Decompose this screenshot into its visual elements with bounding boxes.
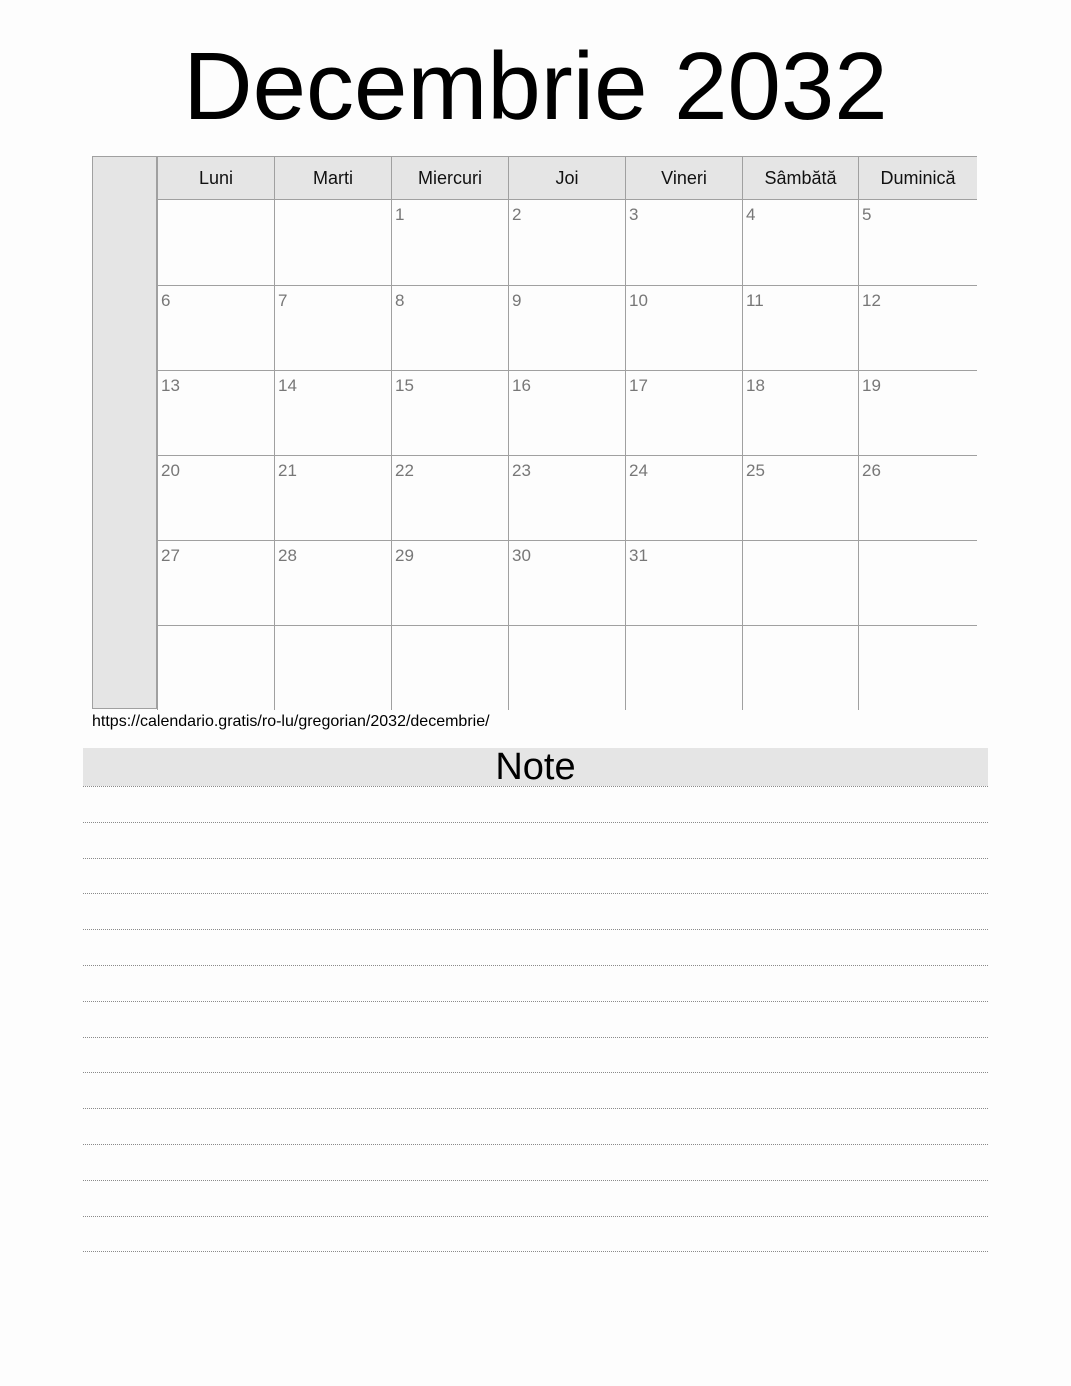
day-cell	[274, 455, 391, 540]
day-cell	[391, 540, 508, 625]
day-cell	[274, 285, 391, 370]
day-number: 11	[746, 291, 764, 310]
source-url: https://calendario.gratis/ro-lu/gregorian/2032/decembrie/	[92, 713, 490, 730]
day-cell	[508, 370, 625, 455]
note-line	[83, 1001, 988, 1002]
weekday-header-tuesday: Marti	[274, 157, 391, 200]
day-number: 20	[161, 461, 180, 480]
day-cell	[157, 200, 274, 285]
day-cell	[742, 200, 858, 285]
note-line	[83, 1072, 988, 1073]
day-number: 10	[629, 291, 648, 310]
weekday-header-monday: Luni	[157, 157, 274, 200]
day-cell	[742, 540, 858, 625]
weekday-header-friday: Vineri	[625, 157, 742, 200]
weekday-header-thursday: Joi	[508, 157, 625, 200]
day-number: 21	[278, 461, 297, 480]
day-number: 28	[278, 546, 297, 565]
day-cell	[625, 455, 742, 540]
day-cell	[157, 285, 274, 370]
day-number: 27	[161, 546, 180, 565]
day-number: 3	[629, 205, 639, 224]
weekday-header-wednesday: Miercuri	[391, 157, 508, 200]
day-number: 14	[278, 376, 297, 395]
note-line	[83, 965, 988, 966]
week-number-column	[92, 156, 157, 709]
day-number: 17	[629, 376, 648, 395]
day-number: 2	[512, 205, 522, 224]
day-cell	[391, 455, 508, 540]
day-number: 5	[862, 205, 872, 224]
day-cell	[742, 455, 858, 540]
day-cell	[157, 370, 274, 455]
day-number: 4	[746, 205, 756, 224]
day-cell	[858, 540, 977, 625]
day-cell	[742, 625, 858, 710]
day-number: 18	[746, 376, 765, 395]
day-number: 9	[512, 291, 522, 310]
day-number: 12	[862, 291, 881, 310]
day-cell	[157, 625, 274, 710]
day-number: 7	[278, 291, 288, 310]
note-line	[83, 1144, 988, 1145]
day-number: 30	[512, 546, 531, 565]
note-line	[83, 1216, 988, 1217]
day-cell	[625, 200, 742, 285]
day-cell	[391, 200, 508, 285]
day-number: 24	[629, 461, 648, 480]
note-line	[83, 929, 988, 930]
day-number: 6	[161, 291, 171, 310]
day-cell	[274, 370, 391, 455]
day-number: 29	[395, 546, 414, 565]
day-number: 1	[395, 205, 405, 224]
day-cell	[858, 370, 977, 455]
day-cell	[157, 540, 274, 625]
day-number: 25	[746, 461, 765, 480]
day-cell	[274, 540, 391, 625]
note-line	[83, 822, 988, 823]
weekday-header-sunday: Duminică	[858, 157, 977, 200]
day-cell	[625, 285, 742, 370]
day-cell	[858, 285, 977, 370]
day-cell	[391, 285, 508, 370]
day-cell	[391, 370, 508, 455]
weekday-header-saturday: Sâmbătă	[742, 157, 858, 200]
day-number: 8	[395, 291, 405, 310]
day-cell	[508, 200, 625, 285]
day-cell	[625, 625, 742, 710]
day-number: 23	[512, 461, 531, 480]
day-cell	[858, 455, 977, 540]
day-number: 13	[161, 376, 180, 395]
day-cell	[858, 200, 977, 285]
note-line	[83, 786, 988, 787]
day-number: 19	[862, 376, 881, 395]
day-cell	[508, 455, 625, 540]
note-line	[83, 858, 988, 859]
note-line	[83, 1251, 988, 1252]
day-number: 26	[862, 461, 881, 480]
note-line	[83, 1037, 988, 1038]
day-cell	[742, 285, 858, 370]
day-number: 31	[629, 546, 648, 565]
day-number: 16	[512, 376, 531, 395]
day-number: 22	[395, 461, 414, 480]
day-cell	[157, 455, 274, 540]
calendar-grid	[157, 156, 977, 709]
day-cell	[625, 370, 742, 455]
notes-heading: Note	[83, 748, 988, 786]
note-line	[83, 893, 988, 894]
day-cell	[391, 625, 508, 710]
day-cell	[508, 625, 625, 710]
day-cell	[508, 540, 625, 625]
day-cell	[274, 625, 391, 710]
calendar-title: Decembrie 2032	[183, 33, 888, 140]
day-cell	[625, 540, 742, 625]
day-cell	[742, 370, 858, 455]
day-number: 15	[395, 376, 414, 395]
note-line	[83, 1180, 988, 1181]
note-line	[83, 1108, 988, 1109]
day-cell	[274, 200, 391, 285]
day-cell	[858, 625, 977, 710]
day-cell	[508, 285, 625, 370]
